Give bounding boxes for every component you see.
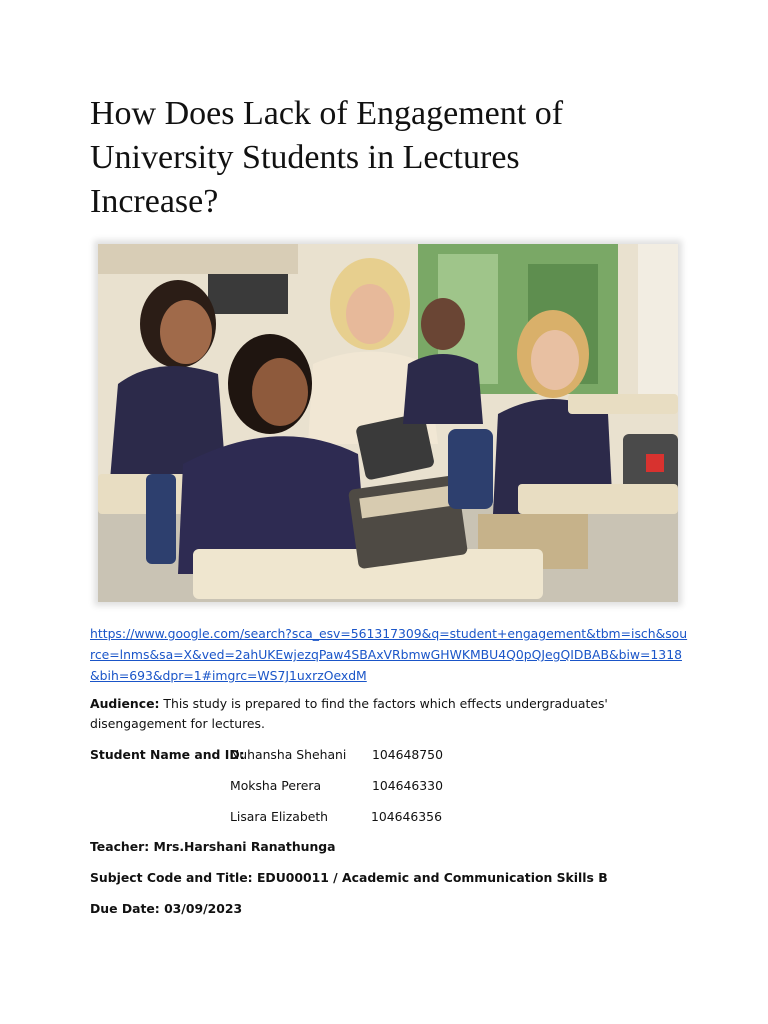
audience-label: Audience:: [90, 696, 160, 711]
teacher-text: Teacher: Mrs.Harshani Ranathunga: [90, 839, 336, 854]
student-row-2: [0, 776, 768, 796]
student-name: Nuhansha Shehani: [230, 747, 347, 762]
audience-paragraph: [90, 694, 690, 734]
subject-text: Subject Code and Title: EDU00011 / Academic and Communication Skills B: [90, 870, 608, 885]
student-name: Lisara Elizabeth: [230, 809, 329, 824]
student-row-1: [0, 745, 768, 765]
student-id: 104646356: [371, 809, 442, 824]
student-id: 104648750: [372, 747, 443, 762]
document-title: How Does Lack of Engagement of University Students in Lectures Increase?: [90, 95, 564, 220]
teacher-line: [0, 837, 768, 857]
student-row-3: [0, 807, 768, 827]
student-name: Moksha Perera: [230, 778, 322, 793]
classroom-photo-illustration: [98, 244, 678, 602]
due-date-line: [0, 899, 768, 919]
student-id: 104646330: [372, 778, 443, 793]
due-date-text: Due Date: 03/09/2023: [90, 901, 243, 916]
students-label: Student Name and ID:: [90, 747, 245, 762]
subject-line: [0, 868, 768, 888]
audience-text: This study is prepared to find the factors which effects undergraduates' disengagement for lectures.: [90, 696, 608, 731]
image-source-link[interactable]: https://www.google.com/search?sca_esv=561317309&q=student+engagement&tbm=isch&source=lnms&sa=X&ved=2ahUKEwjezqPaw4SBAxVRbmwGHWKMBU4Q0pQJegQIDBAB&biw=1318&bih=693&dpr=1#imgrc=WS7J1uxrzOexdM: [90, 626, 688, 683]
classroom-photo: [98, 244, 678, 602]
